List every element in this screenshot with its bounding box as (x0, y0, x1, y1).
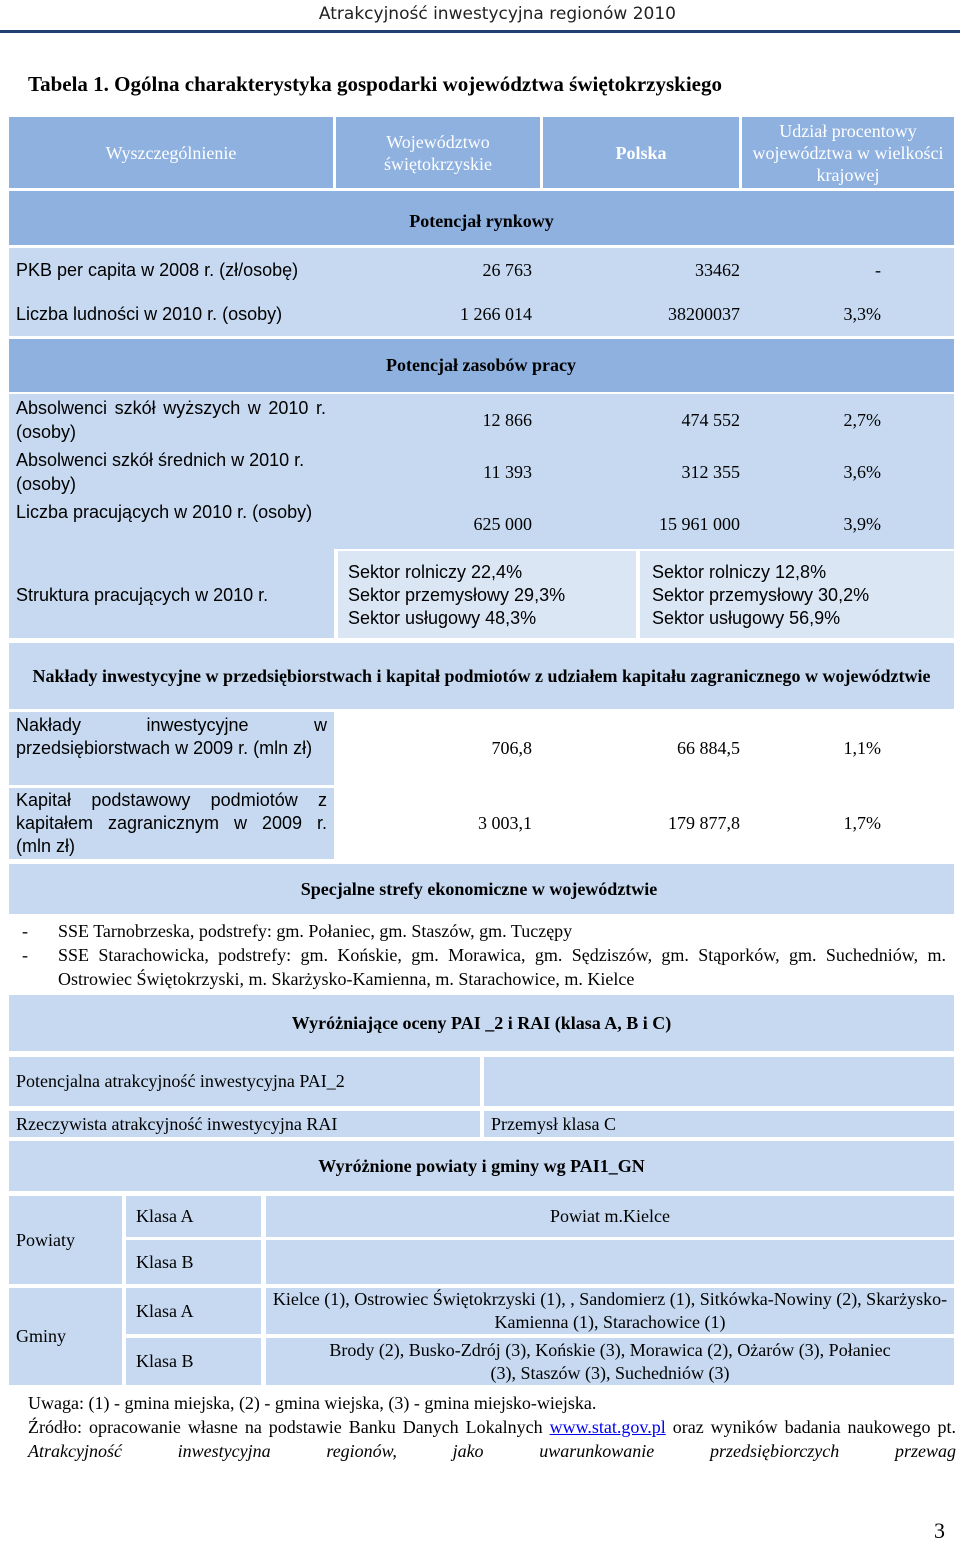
section-labor-potential: Potencjał zasobów pracy (386, 355, 576, 375)
invest-label-cell (9, 712, 334, 785)
row-label: PKB per capita w 2008 r. (zł/osobę) (16, 259, 299, 280)
structure-region-services: Sektor usługowy 48,3% (348, 608, 537, 628)
structure-region-agri: Sektor rolniczy 22,4% (348, 562, 523, 582)
page-number: 3 (934, 1518, 945, 1543)
sse-item-text: SSE Tarnobrzeska, podstrefy: gm. Połaniec, gm. Staszów, gm. Tuczępy (58, 921, 573, 941)
group-label-powiaty: Powiaty (9, 1196, 122, 1284)
row-region-value: 3 003,1 (478, 813, 532, 833)
row-region-value: 706,8 (491, 738, 532, 758)
invest-label-cell (9, 788, 334, 859)
row-label: Liczba pracujących w 2010 r. (osoby) (16, 502, 313, 522)
class-label: Klasa A (126, 1196, 261, 1237)
source-italic: Atrakcyjność inwestycyjna regionów, jako uwarunkowanie przedsiębiorczych przewag (28, 1441, 956, 1461)
row-poland-value: 15 961 000 (659, 513, 740, 534)
group-label-gminy: Gminy (9, 1288, 122, 1385)
structure-poland-services: Sektor usługowy 56,9% (652, 608, 841, 628)
class-value: Powiat m.Kielce (266, 1196, 954, 1237)
source-link[interactable]: www.stat.gov.pl (549, 1417, 666, 1437)
table-row (9, 292, 954, 336)
structure-region-industry: Sektor przemysłowy 29,3% (348, 585, 566, 605)
rating-value (484, 1057, 954, 1106)
structure-poland-agri: Sektor rolniczy 12,8% (652, 562, 827, 582)
section-districts: Wyróżnione powiaty i gminy wg PAI1_GN (9, 1141, 954, 1191)
section-market-potential: Potencjał rynkowy (9, 191, 954, 245)
source-mid: oraz wyników badania naukowego pt. (672, 1417, 957, 1437)
rating-label: Potencjalna atrakcyjność inwestycyjna PAI_2 (9, 1057, 480, 1106)
class-label: Klasa B (126, 1338, 261, 1385)
row-poland-value: 33462 (695, 259, 740, 280)
list-item: - SSE Starachowicka, podstrefy: gm. Końskie, gm. Morawica, gm. Sędziszów, gm. Stąporków, gm. Suchedniów, m. Ostrowiec Świętokrzyski, m. Skarżysko-Kamienna, m. Starachowice, m. Kielce (22, 945, 946, 989)
row-share-value: 1,1% (843, 738, 881, 758)
row-label: Nakłady inwestycyjne w przedsiębiorstwach w 2009 r. (mln zł) (16, 715, 327, 758)
row-poland-value: 312 355 (681, 461, 740, 482)
row-region-value: 1 266 014 (460, 303, 532, 324)
header-divider (0, 30, 960, 33)
table-row (9, 248, 954, 292)
section-labor-band (9, 339, 954, 392)
class-label: Klasa B (126, 1240, 261, 1284)
row-share-value: 3,6% (843, 461, 881, 482)
class-value (266, 1240, 954, 1284)
structure-poland-cell (640, 551, 954, 638)
row-share-value: 3,3% (843, 303, 881, 324)
row-poland-value: 179 877,8 (668, 813, 740, 833)
row-share-value: 1,7% (843, 813, 881, 833)
structure-region-cell (338, 551, 636, 638)
section-sse: Specjalne strefy ekonomiczne w województwie (300, 878, 658, 899)
section-sse-band (9, 864, 954, 914)
source-prefix: Źródło: opracowanie własne na podstawie Banku Danych Lokalnych (28, 1417, 543, 1437)
col-header-poland: Polska (543, 117, 739, 188)
row-region-value: 11 393 (483, 461, 532, 482)
row-label: Absolwenci szkół średnich w 2010 r. (osoby) (16, 450, 305, 494)
row-region-value: 12 866 (482, 409, 532, 430)
row-share-value: 3,9% (843, 513, 881, 534)
row-label: Absolwenci szkół wyższych w 2010 r. (osoby) (16, 398, 326, 442)
row-region-value: 625 000 (473, 513, 532, 534)
table-title: Tabela 1. Ogólna charakterystyka gospodarki województwa świętokrzyskiego (28, 72, 722, 96)
notes-source (28, 1415, 956, 1463)
running-header-title: Atrakcyjność inwestycyjna regionów 2010 (318, 4, 676, 24)
row-label: Liczba ludności w 2010 r. (osoby) (16, 303, 283, 324)
sse-item-text: SSE Starachowicka, podstrefy: gm. Końskie, gm. Morawica, gm. Sędziszów, gm. Stąporków, gm. Suchedniów, m. Ostrowiec Świętokrzyski, m. Skarżysko-Kamienna, m. Starachowice, m. Kielce (58, 945, 946, 989)
section-investment: Nakłady inwestycyjne w przedsiębiorstwach i kapitał podmiotów z udziałem kapitału zagranicznego w województwie (9, 643, 954, 709)
sse-list (22, 919, 946, 991)
row-share-value: 2,7% (843, 409, 881, 430)
class-value: Brody (2), Busko-Zdrój (3), Końskie (3), Morawica (2), Ożarów (3), Połaniec (3), Staszów (3), Suchedniów (3) (266, 1338, 954, 1385)
row-poland-value: 38200037 (668, 303, 740, 324)
section-ratings: Wyróżniające oceny PAI _2 i RAI (klasa A, B i C) (9, 995, 954, 1051)
structure-poland-industry: Sektor przemysłowy 30,2% (652, 585, 870, 605)
row-label: Kapitał podstawowy podmiotów z kapitałem zagranicznym w 2009 r. (mln zł) (16, 790, 327, 856)
rating-value: Przemysł klasa C (484, 1111, 954, 1137)
row-share-value: - (875, 259, 881, 280)
class-label: Klasa A (126, 1288, 261, 1334)
notes-remark: Uwaga: (1) - gmina miejska, (2) - gmina wiejska, (3) - gmina miejsko-wiejska. (28, 1393, 597, 1413)
structure-label: Struktura pracujących w 2010 r. (16, 584, 269, 605)
class-value: Kielce (1), Ostrowiec Świętokrzyski (1), , Sandomierz (1), Sitkówka-Nowiny (2), Skarżysko-Kamienna (1), Starachowice (1) (266, 1288, 954, 1334)
col-header-item: Wyszczególnienie (9, 117, 333, 188)
list-item: - SSE Tarnobrzeska, podstrefy: gm. Połaniec, gm. Staszów, gm. Tuczępy (22, 921, 573, 941)
row-region-value: 26 763 (482, 259, 532, 280)
row-poland-value: 66 884,5 (677, 738, 740, 758)
col-header-region: Województwo świętokrzyskie (336, 117, 540, 188)
rating-label: Rzeczywista atrakcyjność inwestycyjna RAI (9, 1111, 480, 1137)
row-poland-value: 474 552 (681, 409, 740, 430)
col-header-share: Udział procentowy województwa w wielkości krajowej (742, 117, 954, 188)
